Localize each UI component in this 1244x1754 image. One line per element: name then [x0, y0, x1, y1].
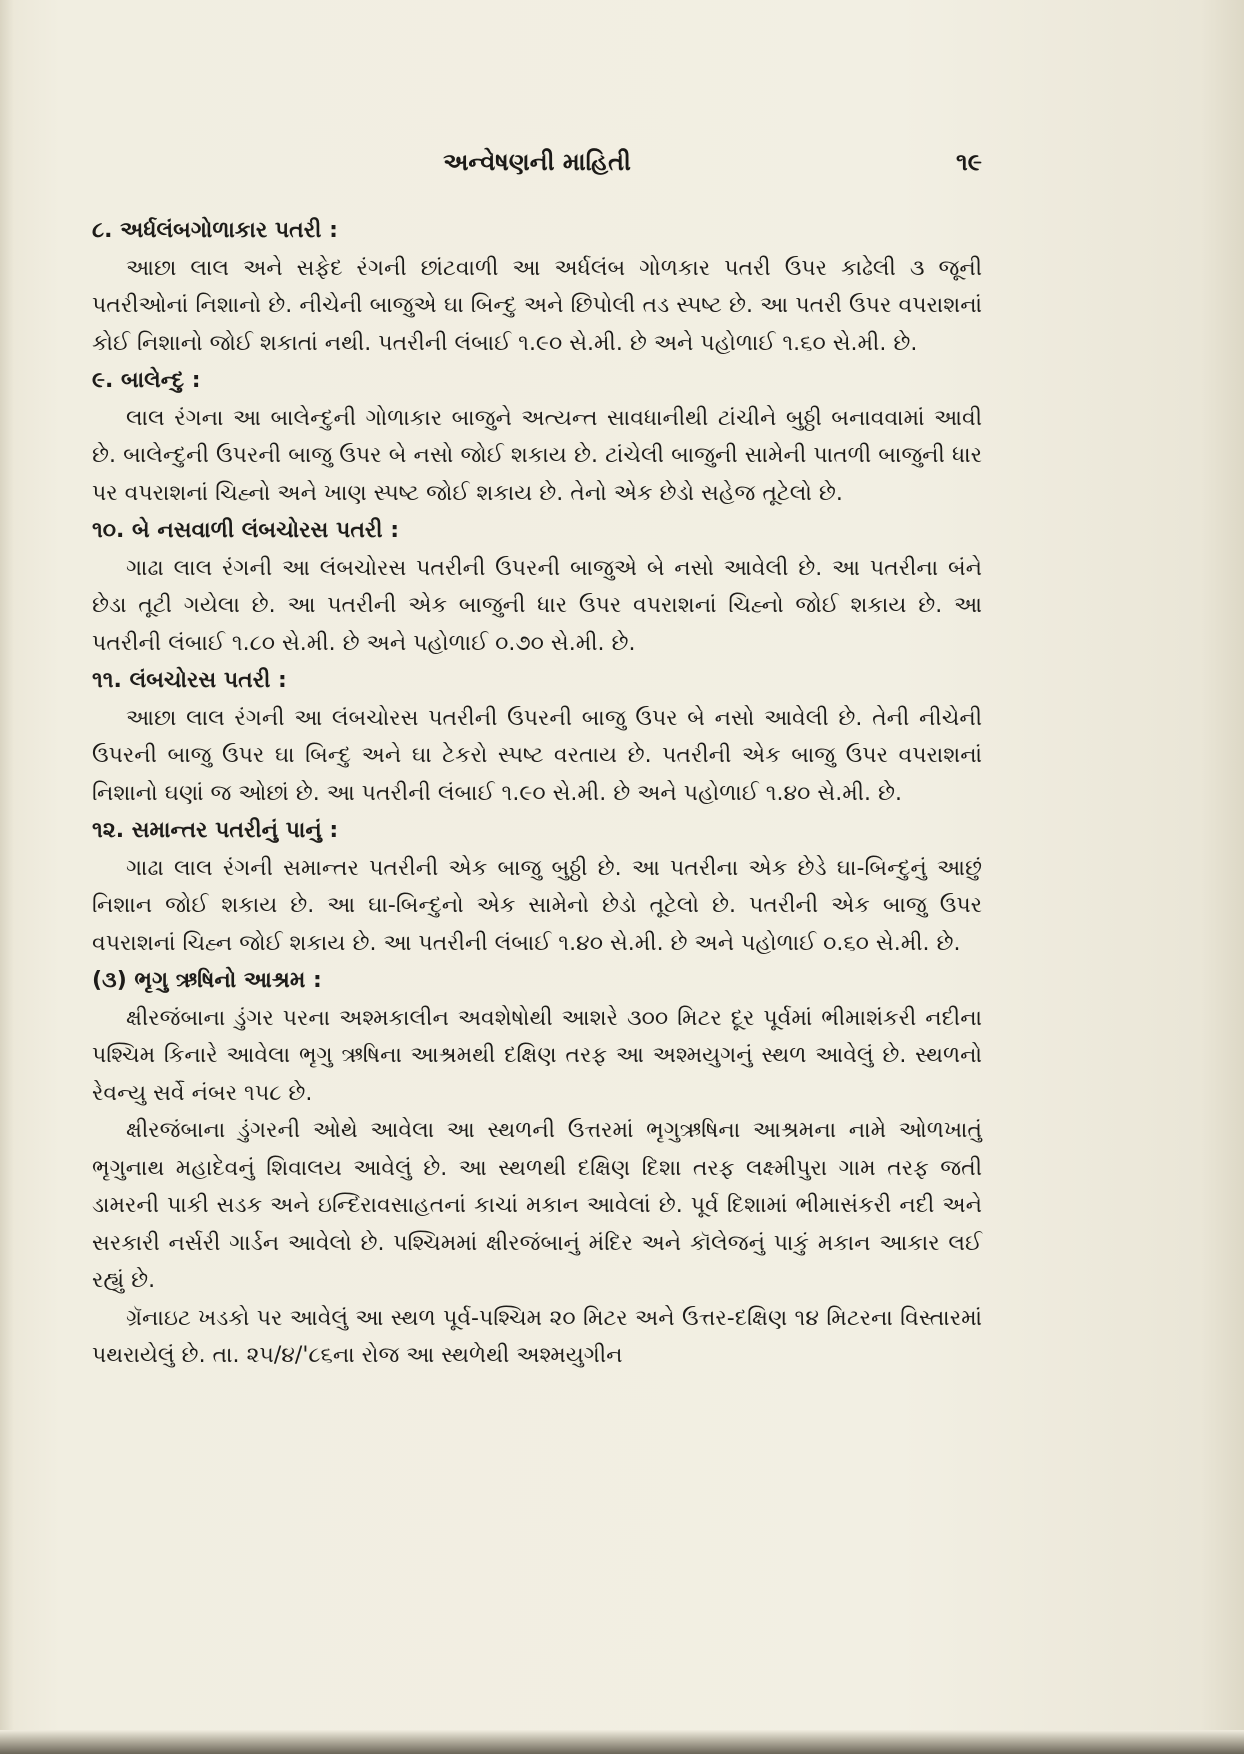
paragraph: ગ્રૅનાઇટ ખડકો પર આવેલું આ સ્થળ પૂર્વ-પશ્ચિમ ૨૦ મિટર અને ઉત્તર-દક્ષિણ ૧૪ મિટરના વિસ્તારમાં પથરાયેલું છે. તા. ૨૫/૪/'૮૬ના રોજ આ સ્થળેથી અશ્મયુગીન: [92, 1305, 982, 1368]
section-9: [92, 362, 982, 512]
page-bottom-edge: [0, 1730, 1244, 1754]
paragraph: ક્ષીરજંબાના ડુંગરની ઓથે આવેલા આ સ્થળની ઉત્તરમાં ભૃગુઋષિના આશ્રમના નામે ઓળખાતું ભૃગુનાથ મહાદેવનું શિવાલય આવેલું છે. આ સ્થળથી દક્ષિણ દિશા તરફ લક્ષ્મીપુરા ગામ તરફ જતી ડામરની પાકી સડક અને ઇન્દિરાવસાહતનાં કાચાં મકાન આવેલાં છે. પૂર્વ દિશામાં ભીમાસંકરી નદી અને સરકારી નર્સરી ગાર્ડન આવેલો છે. પશ્ચિમમાં ક્ષીરજંબાનું મંદિર અને કૉલેજનું પાકું મકાન આકાર લઈ રહ્યું છે.: [92, 1118, 982, 1293]
section-heading: ૧૨. સમાન્તર પતરીનું પાનું :: [92, 818, 339, 843]
section-heading: (૩) ભૃગુ ઋષિનો આશ્રમ :: [92, 968, 322, 993]
paragraph: આછા લાલ અને સફેદ રંગની છાંટવાળી આ અર્ધલંબ ગોળકાર પતરી ઉપર કાઢેલી ૩ જૂની પતરીઓનાં નિશાનો છે. નીચેની બાજુએ ઘા બિન્દુ અને છિપોલી તડ સ્પષ્ટ છે. આ પતરી ઉપર વપરાશનાં કોઈ નિશાનો જોઈ શકાતાં નથી. પતરીની લંબાઈ ૧.૯૦ સે.મી. છે અને પહોળાઈ ૧.૬૦ સે.મી. છે.: [92, 255, 982, 356]
section-heading: ૮. અર્ધલંબગોળાકાર પતરી :: [92, 218, 338, 243]
page-number: ૧૯: [956, 148, 982, 176]
section-12: [92, 812, 982, 962]
paragraph: ગાઢા લાલ રંગની સમાન્તર પતરીની એક બાજુ બુઠ્ઠી છે. આ પતરીના એક છેડે ઘા-બિન્દુનું આછું નિશાન જોઈ શકાય છે. આ ઘા-બિન્દુનો એક સામેનો છેડો તૂટેલો છે. પતરીની એક બાજુ ઉપર વપરાશનાં ચિહ્ન જોઈ શકાય છે. આ પતરીની લંબાઈ ૧.૪૦ સે.મી. છે અને પહોળાઈ ૦.૬૦ સે.મી. છે.: [92, 855, 982, 956]
section-8: [92, 212, 982, 362]
paragraph: લાલ રંગના આ બાલેન્દુની ગોળાકાર બાજુને અત્યન્ત સાવધાનીથી ટાંચીને બુઠ્ઠી બનાવવામાં આવી છે. બાલેન્દુની ઉપરની બાજુ ઉપર બે નસો જોઈ શકાય છે. ટાંચેલી બાજુની સામેની પાતળી બાજુની ધાર પર વપરાશનાં ચિહ્નો અને ખાણ સ્પષ્ટ જોઈ શકાય છે. તેનો એક છેડો સહેજ તૂટેલો છે.: [92, 405, 982, 506]
section-10: [92, 512, 982, 662]
paragraph: ક્ષીરજંબાના ડુંગર પરના અશ્મકાલીન અવશેષોથી આશરે ૩૦૦ મિટર દૂર પૂર્વમાં ભીમાશંકરી નદીના પશ્ચિમ કિનારે આવેલા ભૃગુ ઋષિના આશ્રમથી દક્ષિણ તરફ આ અશ્મયુગનું સ્થળ આવેલું છે. સ્થળનો રેવન્યુ સર્વે નંબર ૧૫૮ છે.: [92, 1005, 983, 1106]
section-heading: ૧૧. લંબચોરસ પતરી :: [92, 668, 287, 693]
page-header: [92, 148, 982, 188]
page-body: [92, 212, 982, 1375]
section-heading: ૯. બાલેન્દુ :: [92, 368, 201, 393]
paragraph: ગાઢા લાલ રંગની આ લંબચોરસ પતરીની ઉપરની બાજુએ બે નસો આવેલી છે. આ પતરીના બંને છેડા તૂટી ગયેલા છે. આ પતરીની એક બાજુની ધાર ઉપર વપરાશનાં ચિહ્નો જોઈ શકાય છે. આ પતરીની લંબાઈ ૧.૮૦ સે.મી. છે અને પહોળાઈ ૦.૭૦ સે.મી. છે.: [92, 555, 982, 656]
paragraph: આછા લાલ રંગની આ લંબચોરસ પતરીની ઉપરની બાજુ ઉપર બે નસો આવેલી છે. તેની નીચેની ઉપરની બાજુ ઉપર ઘા બિન્દુ અને ઘા ટેકરો સ્પષ્ટ વરતાય છે. પતરીની એક બાજુ ઉપર વપરાશનાં નિશાનો ઘણાં જ ઓછાં છે. આ પતરીની લંબાઈ ૧.૯૦ સે.મી. છે અને પહોળાઈ ૧.૪૦ સે.મી. છે.: [92, 705, 982, 806]
section-bhrigu-ashram: [92, 962, 982, 1375]
section-heading: ૧૦. બે નસવાળી લંબચોરસ પતરી :: [92, 518, 400, 543]
running-title: અન્વેષણની માહિતી: [443, 148, 631, 176]
section-11: [92, 662, 982, 812]
